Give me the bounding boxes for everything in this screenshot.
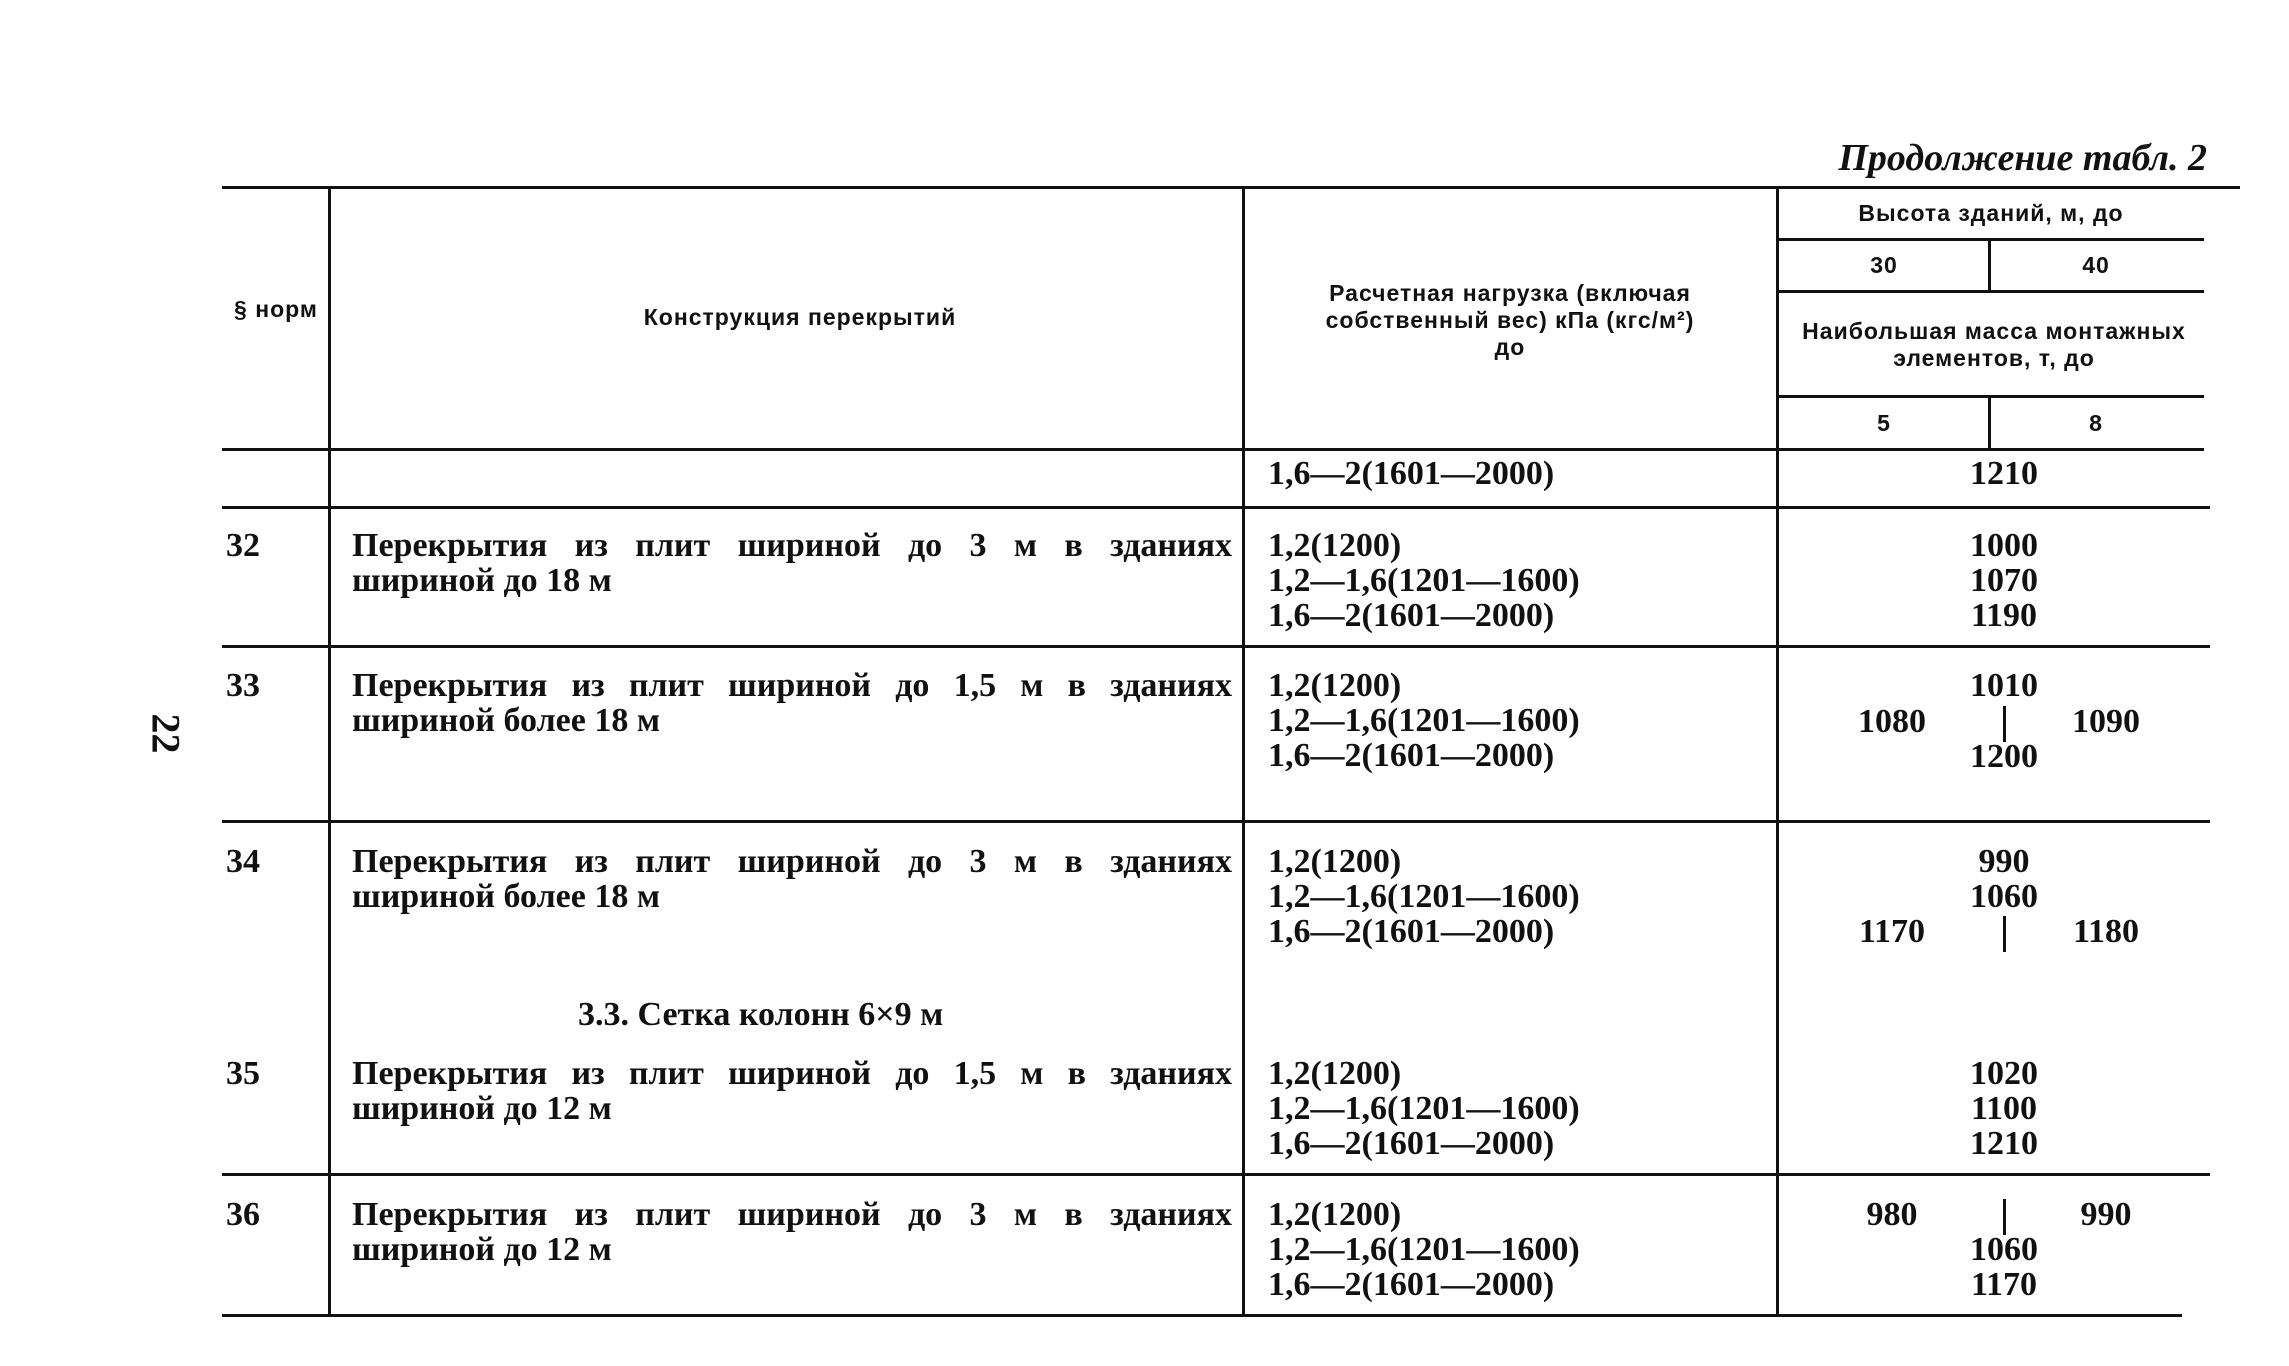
row-construction: Перекрытия из плит шириной до 3 м в зданиях шириной более 18 м	[352, 843, 1232, 915]
row-value: 990	[2080, 1196, 2132, 1233]
section-title: 3.3. Сетка колонн 6×9 м	[578, 996, 944, 1033]
header-height-group: Высота зданий, м, до	[1858, 200, 2124, 226]
header-construction: Конструкция перекрытий	[643, 304, 957, 330]
row-loads: 1,2(1200) 1,2—1,6(1201—1600) 1,6—2(1601—2000)	[1268, 1196, 1580, 1303]
row-value: 1080	[1858, 703, 1926, 740]
header-mass-8: 8	[2089, 410, 2103, 436]
header-mass-5: 5	[1877, 410, 1891, 436]
table-caption: Продолжение табл. 2	[1838, 137, 2207, 179]
row-value: 1200	[1970, 738, 2038, 775]
row-value: 980	[1866, 1196, 1918, 1233]
row-value: 1170	[1858, 913, 1926, 950]
column-rule	[328, 186, 331, 1317]
header-mass-group: Наибольшая масса монтажных элементов, т, до	[1802, 318, 2186, 371]
row-value: 990	[1978, 843, 2030, 880]
row-value: 1090	[2072, 703, 2140, 740]
header-load: Расчетная нагрузка (включая собственный вес) кПа (кгс/м²) до	[1325, 280, 1695, 360]
column-rule	[1242, 186, 1245, 1317]
row-loads: 1,2(1200) 1,2—1,6(1201—1600) 1,6—2(1601—2000)	[1268, 527, 1580, 634]
header-num: § норм	[234, 296, 318, 322]
row-value: 1070	[1970, 562, 2038, 599]
row-construction: Перекрытия из плит шириной до 1,5 м в зданиях шириной до 12 м	[352, 1055, 1232, 1127]
row-value: 1190	[1970, 597, 2038, 634]
row-rule	[222, 820, 2210, 823]
row-value: 1170	[1970, 1266, 2038, 1303]
row-value: 1100	[1970, 1090, 2038, 1127]
header-rule	[1778, 238, 2204, 241]
column-rule	[1776, 186, 1779, 1317]
row-loads: 1,6—2(1601—2000)	[1268, 455, 1555, 492]
row-value: 1000	[1970, 527, 2038, 564]
row-value: 1020	[1970, 1055, 2038, 1092]
row-loads: 1,2(1200) 1,2—1,6(1201—1600) 1,6—2(1601—2000)	[1268, 667, 1580, 774]
header-split-rule	[1988, 238, 1991, 290]
row-construction: Перекрытия из плит шириной до 1,5 м в зданиях шириной более 18 м	[352, 667, 1232, 739]
row-construction: Перекрытия из плит шириной до 3 м в зданиях шириной до 12 м	[352, 1196, 1232, 1268]
row-value: 1010	[1970, 667, 2038, 704]
row-rule	[222, 645, 2210, 648]
table-top-rule	[222, 186, 2240, 189]
row-number: 36	[226, 1196, 260, 1233]
row-value: 1060	[1970, 1231, 2038, 1268]
table-bottom-rule	[222, 1314, 2182, 1317]
row-value: 1210	[1970, 455, 2038, 492]
row-number: 35	[226, 1055, 260, 1092]
header-split-rule	[1988, 395, 1991, 451]
page-number: 22	[143, 713, 189, 754]
row-value: 1210	[1970, 1125, 2038, 1162]
header-rule	[1778, 395, 2204, 398]
row-number: 32	[226, 527, 260, 564]
row-rule	[222, 1173, 2210, 1176]
header-height-40: 40	[2082, 252, 2110, 278]
header-bottom-rule	[222, 448, 2204, 451]
row-construction: Перекрытия из плит шириной до 3 м в зданиях шириной до 18 м	[352, 527, 1232, 599]
row-loads: 1,2(1200) 1,2—1,6(1201—1600) 1,6—2(1601—2000)	[1268, 843, 1580, 950]
row-value: 1060	[1970, 878, 2038, 915]
row-value: 1180	[2072, 913, 2140, 950]
row-number: 33	[226, 667, 260, 704]
header-rule	[1778, 290, 2204, 293]
header-height-30: 30	[1870, 252, 1898, 278]
row-loads: 1,2(1200) 1,2—1,6(1201—1600) 1,6—2(1601—2000)	[1268, 1055, 1580, 1162]
row-rule	[222, 506, 2210, 509]
row-number: 34	[226, 843, 260, 880]
